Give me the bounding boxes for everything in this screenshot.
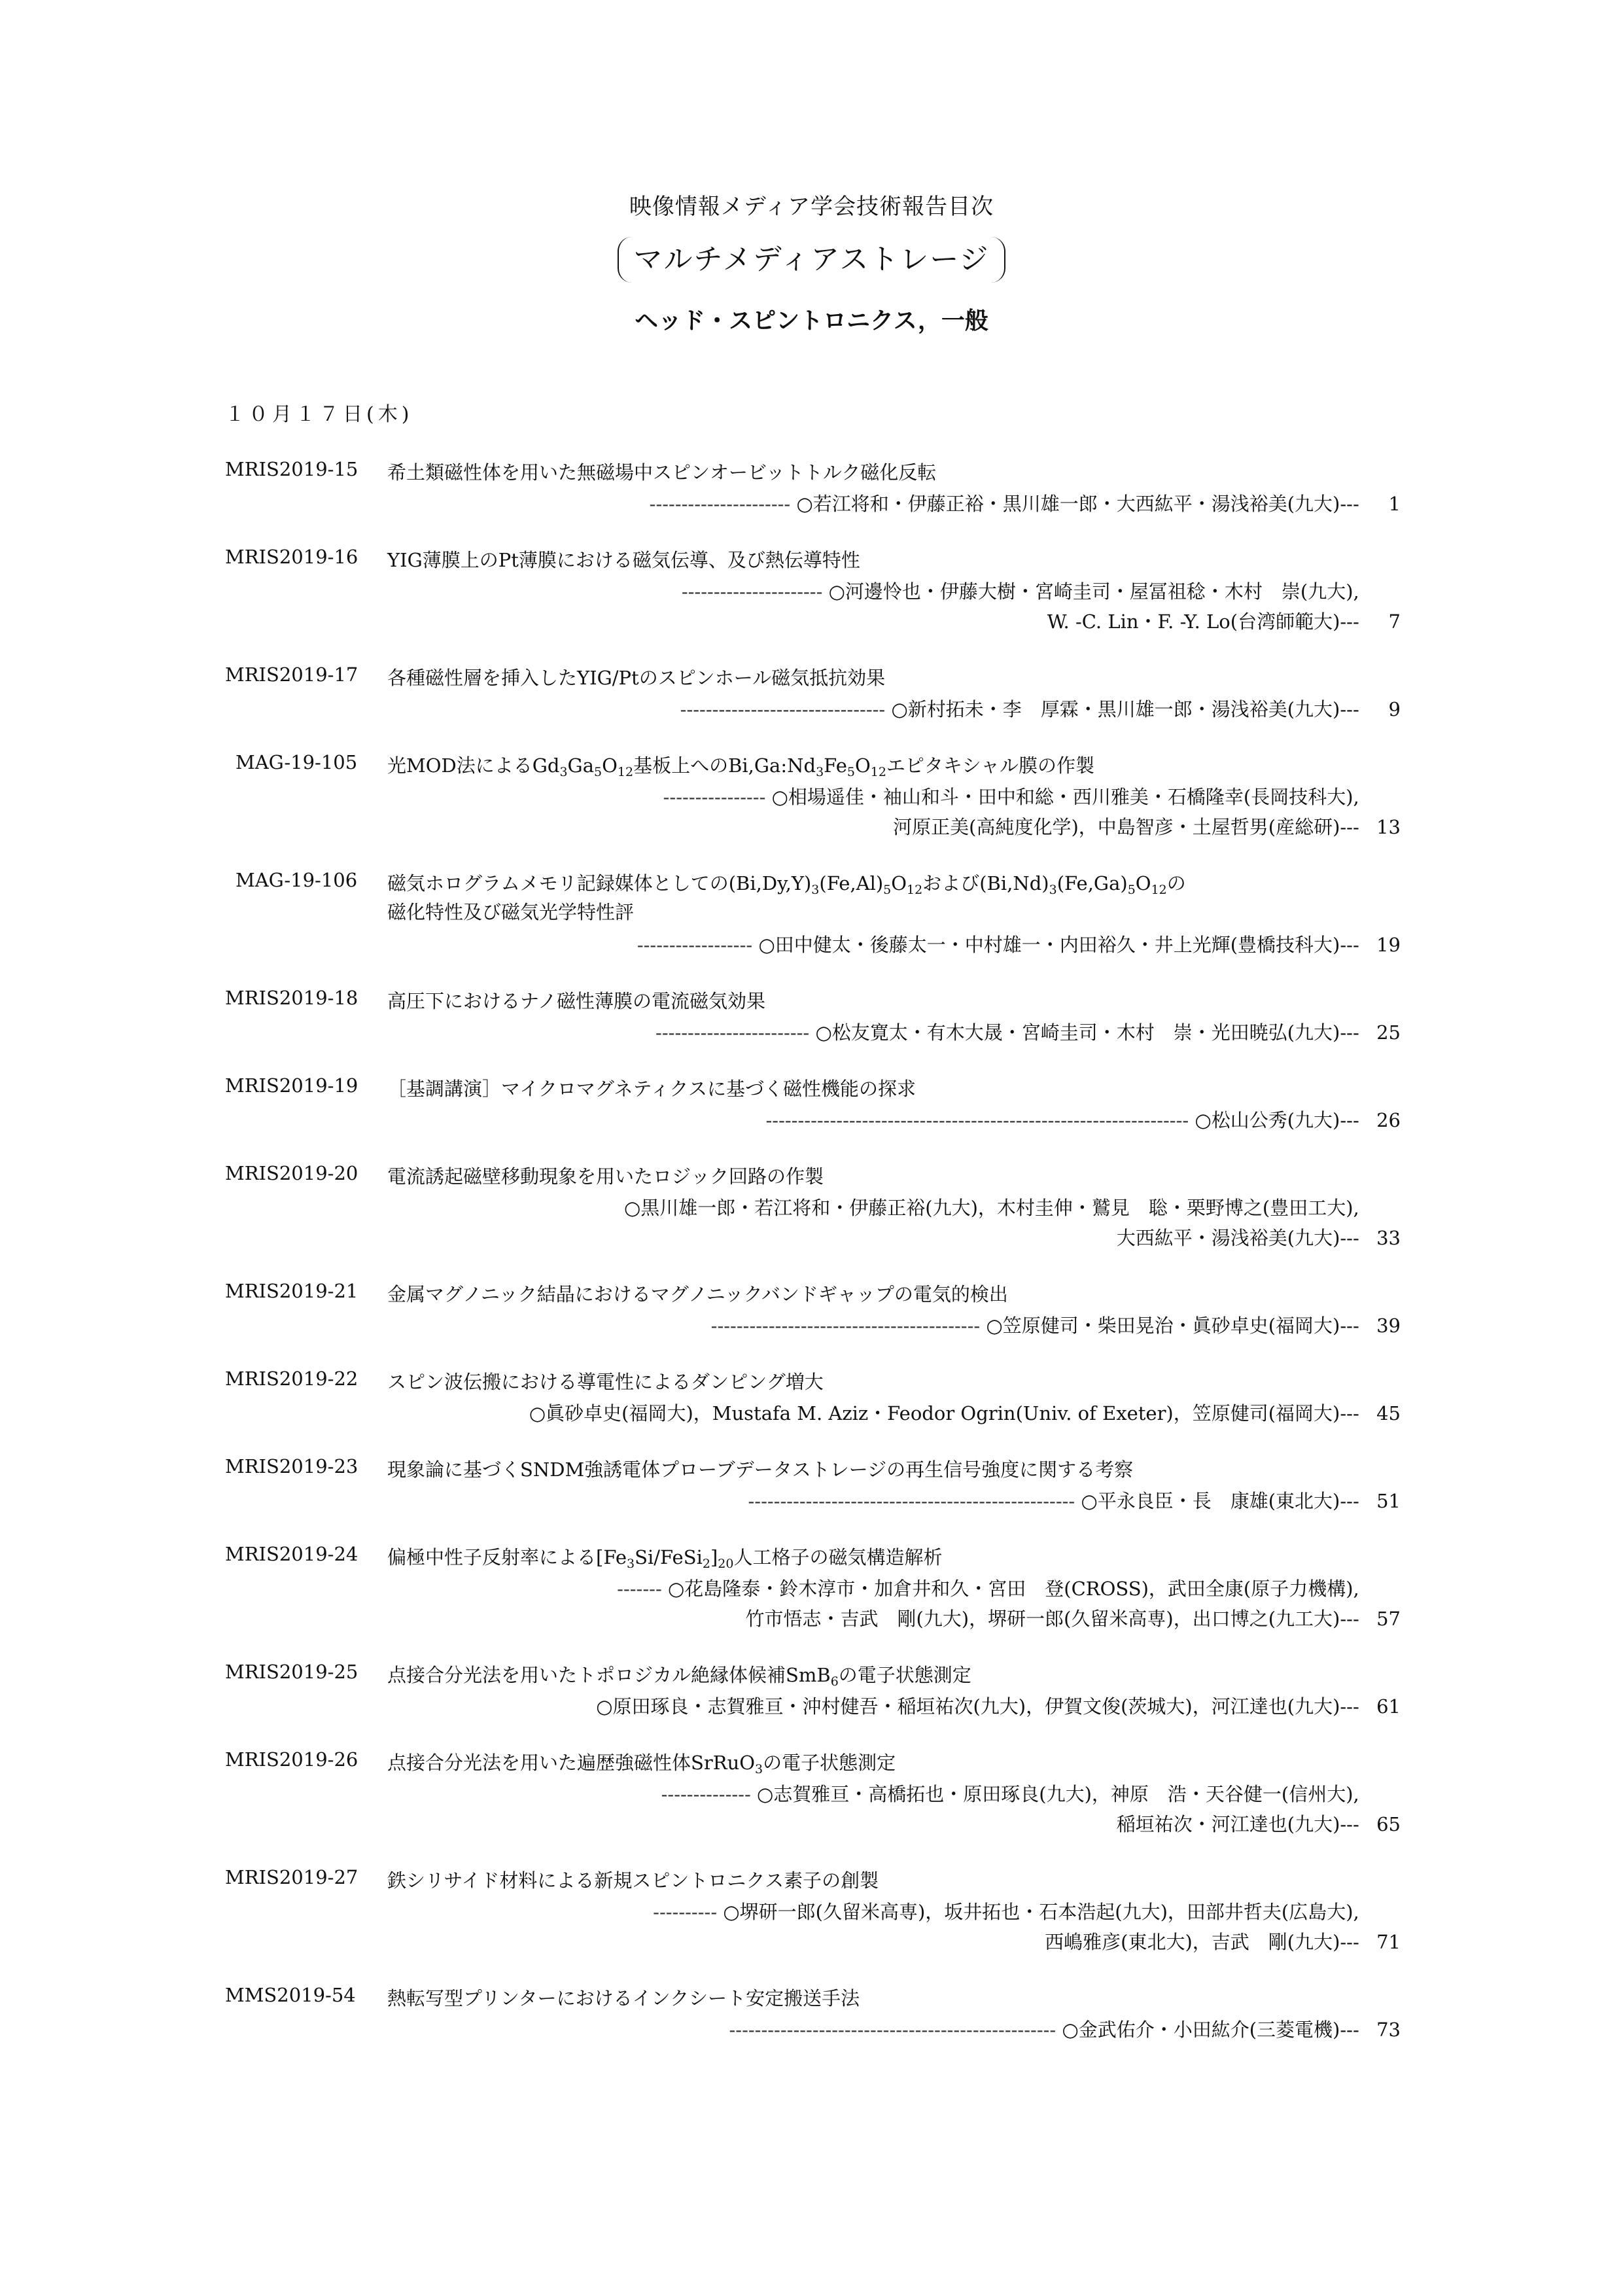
authors: ○相場遥佳・袖山和斗・田中和総・西川雅美・石橋隆幸(長岡技科大), <box>771 786 1359 808</box>
paper-title: 希土類磁性体を用いた無磁場中スピンオービットトルク磁化反転 <box>387 461 937 484</box>
authors: ○平永良臣・長 康雄(東北大)--- <box>1081 1490 1359 1512</box>
authors-line <box>1045 1928 1401 1954</box>
authors-line <box>765 1106 1401 1133</box>
leader-dashes: ---------------------- <box>649 493 791 515</box>
authors-line <box>650 489 1401 516</box>
authors: 西嶋雅彦(東北大)，吉武 剛(九大)--- <box>1045 1931 1359 1953</box>
leader-dashes: --------------------------------------------------- <box>748 1490 1075 1512</box>
paper-title: 金属マグノニック結晶におけるマグノニックバンドギャップの電気的検出 <box>387 1283 1008 1305</box>
authors: ○花島隆泰・鈴木淳市・加倉井和久・宮田 登(CROSS)，武田全康(原子力機構), <box>667 1578 1359 1600</box>
authors-line <box>729 2015 1401 2042</box>
paper-code: MRIS2019-17 <box>225 663 358 686</box>
authors-line <box>682 577 1401 604</box>
authors: ○堺研一郎(久留米高専)，坂井拓也・石本浩起(九大)，田部井哲夫(広島大), <box>723 1901 1359 1923</box>
authors-line <box>680 695 1401 722</box>
authors-line <box>893 813 1401 839</box>
authors: 竹市悟志・吉武 剛(九大)，堺研一郎(久留米高専)，出口博之(九工大)--- <box>745 1608 1359 1630</box>
authors-line <box>661 1780 1401 1807</box>
page-number: 57 <box>1376 1608 1401 1630</box>
paper-title: 現象論に基づくSNDM強誘電体プローブデータストレージの再生信号強度に関する考察 <box>387 1458 1134 1481</box>
authors: ○原田琢良・志賀雅亘・沖村健吾・稲垣祐次(九大)，伊賀文俊(茨城大)，河江達也(九大)--- <box>596 1695 1359 1718</box>
paper-title: 磁気ホログラムメモリ記録媒体としての$(Bi,Dy,Y)_3(Fe,Al)_5O_{12}$および$(Bi,Nd)_3(Fe,Ga)_5O_{12}$の <box>387 872 1186 897</box>
authors-line <box>653 1898 1401 1924</box>
paper-title: 熱転写型プリンターにおけるインクシート安定搬送手法 <box>387 1987 860 2009</box>
authors: ○若江将和・伊藤正裕・黒川雄一郎・大西紘平・湯浅裕美(九大)--- <box>796 493 1359 515</box>
authors: ○黒川雄一郎・若江将和・伊藤正裕(九大)，木村圭伸・鷲見 聡・栗野博之(豊田工大), <box>624 1197 1359 1219</box>
authors-line <box>1117 1224 1401 1250</box>
page-number: 61 <box>1376 1695 1401 1718</box>
leader-dashes: ---------------------- <box>681 580 823 603</box>
committee-title-bracket: マルチメディアストレージ <box>618 237 1005 283</box>
paper-code: MRIS2019-23 <box>225 1455 358 1477</box>
leader-dashes: ---------------- <box>663 786 766 808</box>
authors-line <box>637 930 1401 957</box>
leader-dashes: --------------------------------------------------- <box>729 2019 1056 2041</box>
paper-code: MAG-19-105 <box>236 751 358 773</box>
leader-dashes: -------------------------------- <box>680 698 886 720</box>
authors: 稲垣祐次・河江達也(九大)--- <box>1116 1813 1359 1835</box>
leader-dashes: ------------------------------------------ <box>710 1315 981 1337</box>
paper-title: 各種磁性層を挿入したYIG/Ptのスピンホール磁気抵抗効果 <box>387 667 886 689</box>
paper-code: MRIS2019-21 <box>225 1280 358 1302</box>
authors-line <box>1117 1810 1401 1837</box>
authors: ○田中健太・後藤太一・中村雄一・内田裕久・井上光輝(豊橋技科大)--- <box>758 934 1359 956</box>
authors-line <box>711 1311 1401 1338</box>
page-number: 1 <box>1388 493 1401 515</box>
leader-dashes: ---------- <box>653 1901 718 1923</box>
page-number: 26 <box>1376 1109 1401 1131</box>
page-number: 33 <box>1376 1227 1401 1249</box>
authors: ○志賀雅亘・高橋拓也・原田琢良(九大)，神原 浩・天谷健一(信州大), <box>757 1783 1359 1805</box>
paper-title: 鉄シリサイド材料による新規スピントロニクス素子の創製 <box>387 1869 879 1892</box>
page-number: 13 <box>1376 816 1401 838</box>
paper-title: 偏極中性子反射率による$[Fe_3Si/FeSi_2]_{20}$人工格子の磁気構造解析 <box>387 1546 943 1571</box>
page-number: 71 <box>1376 1931 1401 1953</box>
page-number: 19 <box>1376 934 1401 956</box>
page-number: 65 <box>1376 1813 1401 1835</box>
leader-dashes: ------------------ <box>637 934 753 956</box>
authors-line <box>596 1692 1401 1719</box>
leader-dashes: ------- <box>617 1578 662 1600</box>
paper-title: 点接合分光法を用いた遍歴強磁性体SrRuO$_3$の電子状態測定 <box>387 1752 896 1776</box>
authors: ○松山公秀(九大)--- <box>1195 1109 1359 1131</box>
paper-code: MRIS2019-16 <box>225 546 358 568</box>
page-number: 39 <box>1376 1315 1401 1337</box>
authors: 大西紘平・湯浅裕美(九大)--- <box>1116 1227 1359 1249</box>
paper-code: MRIS2019-22 <box>225 1368 358 1390</box>
page-number: 73 <box>1376 2019 1401 2041</box>
authors-line <box>624 1193 1401 1220</box>
paper-title: 光MOD法による$Gd_3Ga_5O_{12}$基板上への$Bi,Ga:Nd_3Fe_5O_{12}$エピタキシャル膜の作製 <box>387 754 1095 779</box>
paper-title: スピン波伝搬における導電性によるダンピング増大 <box>387 1371 824 1393</box>
page-number: 45 <box>1376 1402 1401 1424</box>
authors: ○金武佑介・小田紘介(三菱電機)--- <box>1062 2019 1359 2041</box>
authors: ○笠原健司・柴田晃治・眞砂卓史(福岡大)--- <box>986 1315 1359 1337</box>
paper-code: MRIS2019-19 <box>225 1074 358 1097</box>
paper-code: MRIS2019-26 <box>225 1748 358 1771</box>
authors-line <box>745 1604 1401 1631</box>
page-number: 7 <box>1388 610 1401 633</box>
authors: W. -C. Lin・F. -Y. Lo(台湾師範大)--- <box>1047 610 1359 633</box>
authors: ○眞砂卓史(福岡大)，Mustafa M. Aziz・Feodor Ogrin(Univ. of Exeter)，笠原健司(福岡大)--- <box>529 1402 1359 1424</box>
leader-dashes: -------------- <box>661 1783 751 1805</box>
paper-code: MMS2019-54 <box>225 1984 356 2006</box>
paper-code: MRIS2019-18 <box>225 987 358 1009</box>
paper-title: 点接合分光法を用いたトポロジカル絶縁体候補SmB$_6$の電子状態測定 <box>387 1664 971 1689</box>
paper-title: 高圧下におけるナノ磁性薄膜の電流磁気効果 <box>387 990 765 1012</box>
page-number: 51 <box>1376 1490 1401 1512</box>
leader-dashes: ------------------------------------------------------------------ <box>765 1109 1189 1131</box>
page-number: 25 <box>1376 1021 1401 1044</box>
paper-title: ［基調講演］マイクロマグネティクスに基づく磁性機能の探求 <box>387 1078 916 1100</box>
paper-title: 電流誘起磁壁移動現象を用いたロジック回路の作製 <box>387 1165 824 1188</box>
paper-title-continued: 磁化特性及び磁気光学特性評 <box>387 901 635 923</box>
authors: ○新村拓未・李 厚霖・黒川雄一郎・湯浅裕美(九大)--- <box>891 698 1359 720</box>
session-date: １０月１７日(木) <box>225 403 413 426</box>
authors-line <box>617 1574 1401 1601</box>
committee-title <box>0 237 1623 283</box>
authors: ○松友寛太・有木大晟・宮崎圭司・木村 崇・光田暁弘(九大)--- <box>815 1021 1359 1044</box>
leader-dashes: ------------------------ <box>655 1021 810 1044</box>
authors-line <box>1047 607 1401 634</box>
paper-code: MRIS2019-15 <box>225 458 358 480</box>
paper-code: MRIS2019-25 <box>225 1661 358 1683</box>
paper-title: YIG薄膜上のPt薄膜における磁気伝導、及び熱伝導特性 <box>387 549 860 571</box>
paper-code: MRIS2019-27 <box>225 1866 358 1888</box>
authors-line <box>529 1399 1401 1426</box>
paper-code: MRIS2019-24 <box>225 1543 358 1565</box>
authors-line <box>655 1018 1401 1045</box>
authors: 河原正美(高純度化学)，中島智彦・土屋哲男(産総研)--- <box>893 816 1359 838</box>
authors: ○河邊怜也・伊藤大樹・宮崎圭司・屋冨祖稔・木村 崇(九大), <box>828 580 1359 603</box>
paper-code: MRIS2019-20 <box>225 1162 358 1184</box>
page-number: 9 <box>1388 698 1401 720</box>
session-topic: ヘッド・スピントロニクス，一般 <box>635 308 988 334</box>
authors-line <box>663 783 1401 809</box>
paper-code: MAG-19-106 <box>236 869 358 891</box>
authors-line <box>748 1487 1401 1513</box>
report-series-title: 映像情報メディア学会技術報告目次 <box>629 194 994 220</box>
